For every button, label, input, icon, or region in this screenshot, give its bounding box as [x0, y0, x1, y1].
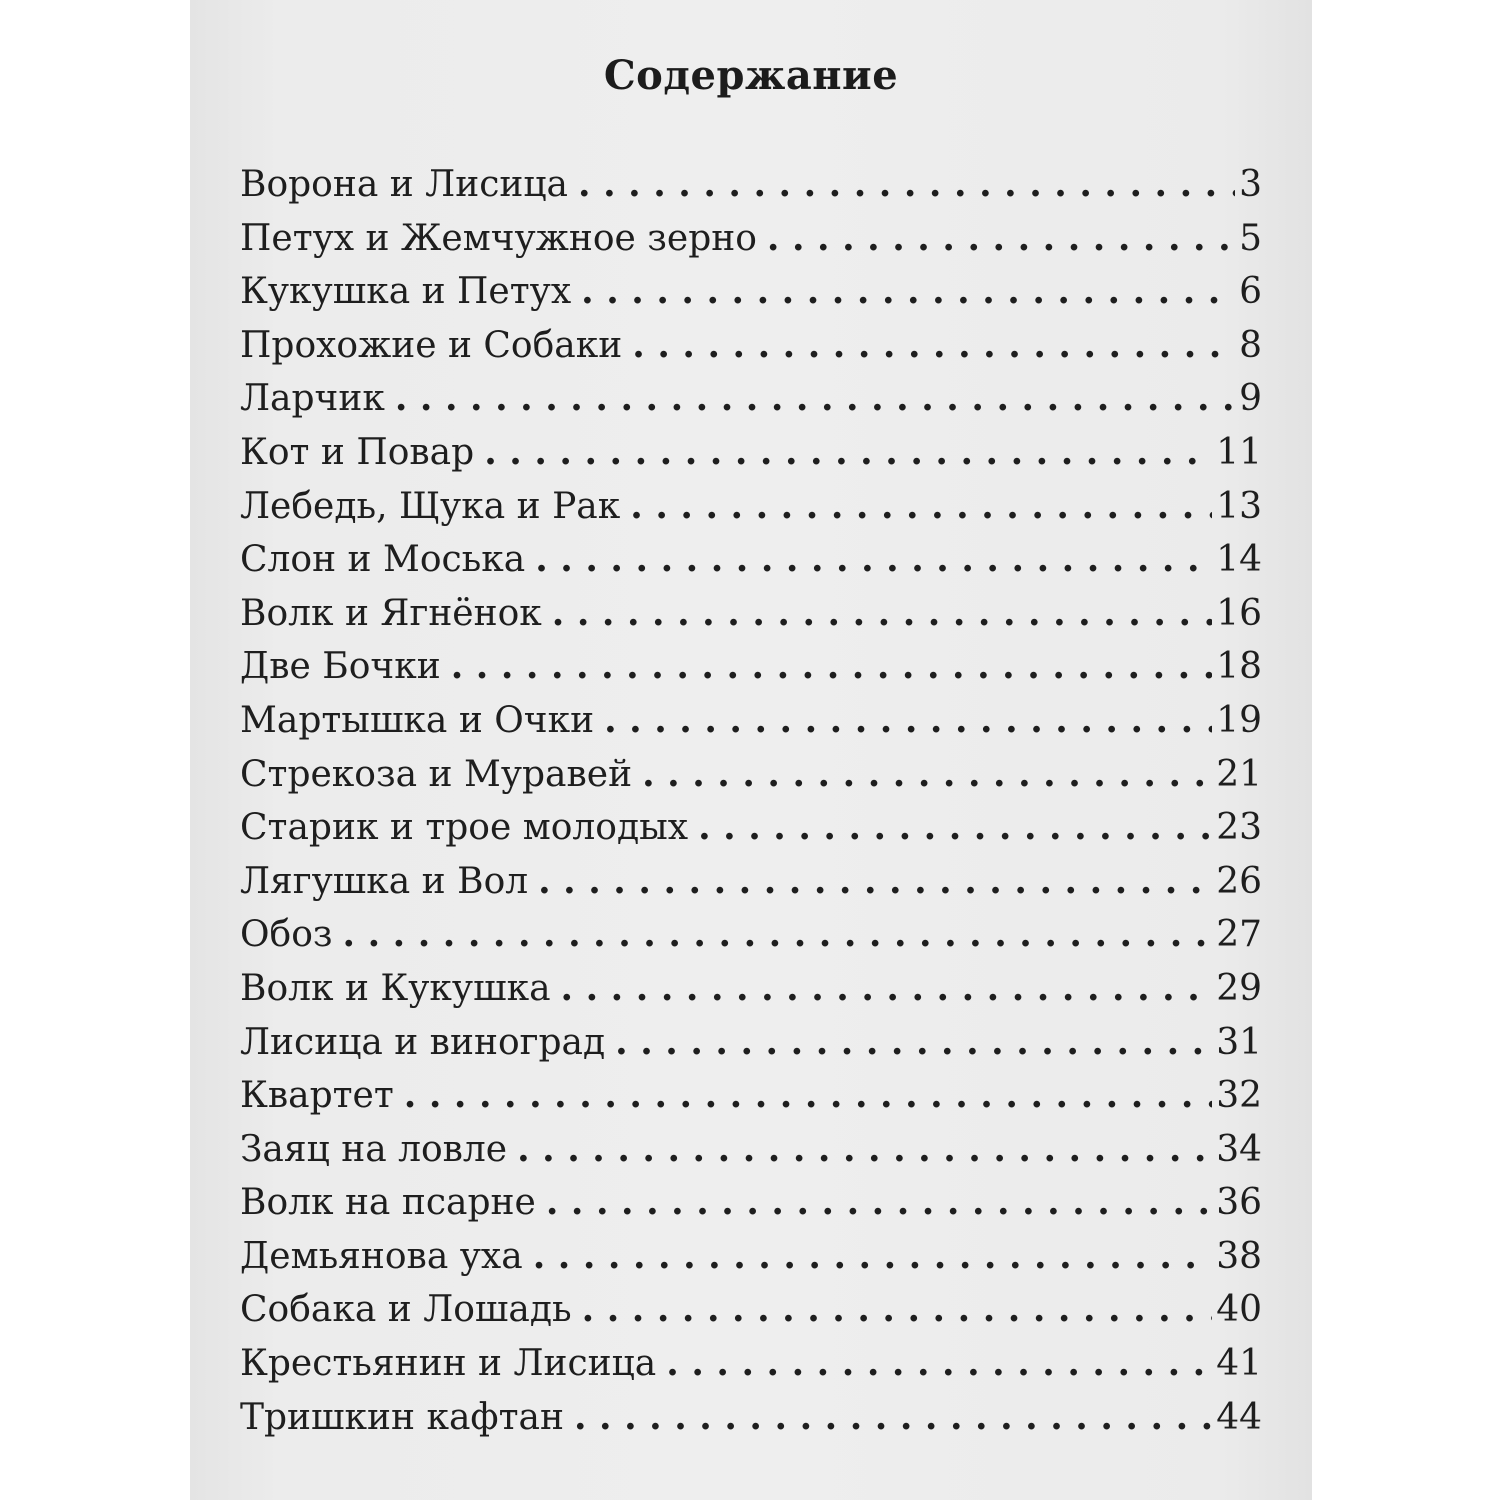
- toc-entry: [240, 1288, 1262, 1342]
- toc-entry-title: Лисица и виноград: [240, 1021, 606, 1063]
- dot-leader: [533, 1235, 1213, 1277]
- toc-entry-page-number: 31: [1216, 1021, 1262, 1063]
- toc-entry: [240, 538, 1262, 592]
- toc-entry-title: Волк и Кукушка: [240, 967, 551, 1009]
- book-page: [190, 0, 1312, 1500]
- toc-entry-page-number: 9: [1239, 378, 1262, 420]
- toc-entry-title: Лягушка и Вол: [240, 860, 529, 902]
- dot-leader: [546, 1181, 1212, 1223]
- dot-leader: [484, 431, 1212, 473]
- dot-leader: [615, 1021, 1212, 1063]
- toc-entry: [240, 217, 1262, 271]
- toc-entry-page-number: 34: [1216, 1128, 1262, 1170]
- dot-leader: [698, 806, 1212, 848]
- dot-leader: [404, 1074, 1212, 1116]
- toc-entry: [240, 1181, 1262, 1235]
- dot-leader: [343, 913, 1213, 955]
- dot-leader: [538, 860, 1212, 902]
- toc-entry: [240, 1128, 1262, 1182]
- toc-entry-title: Тришкин кафтан: [240, 1396, 564, 1438]
- toc-entry-title: Демьянова уха: [240, 1235, 523, 1277]
- toc-entry: [240, 1235, 1262, 1289]
- toc-entry-page-number: 38: [1216, 1235, 1262, 1277]
- toc-entry-title: Две Бочки: [240, 646, 441, 688]
- toc-entry-page-number: 27: [1216, 914, 1262, 956]
- toc-entry-page-number: 16: [1216, 592, 1262, 634]
- dot-leader: [574, 1396, 1212, 1438]
- toc-entry-title: Прохожие и Собаки: [240, 324, 623, 366]
- toc-entry-page-number: 5: [1239, 217, 1262, 259]
- toc-entry-title: Ворона и Лисица: [240, 164, 568, 205]
- toc-entry: [240, 913, 1262, 967]
- dot-leader: [552, 592, 1212, 634]
- dot-leader: [535, 538, 1212, 580]
- toc-entry-title: Старик и трое молодых: [240, 807, 689, 849]
- toc-entry-title: Волк и Ягнёнок: [240, 592, 542, 634]
- toc-entry: [240, 1074, 1262, 1128]
- dot-leader: [767, 217, 1235, 259]
- toc-entry-page-number: 14: [1216, 539, 1262, 581]
- toc-entry: [240, 1396, 1262, 1450]
- toc-entry-title: Квартет: [240, 1075, 394, 1117]
- toc-entry-title: Стрекоза и Муравей: [240, 753, 633, 795]
- toc-entry: [240, 377, 1262, 431]
- toc-entry-page-number: 11: [1216, 431, 1262, 473]
- toc-entry-page-number: 29: [1216, 967, 1262, 1009]
- dot-leader: [578, 163, 1235, 205]
- toc-entry-title: Слон и Моська: [240, 539, 526, 581]
- toc-entry-title: Обоз: [240, 914, 333, 956]
- toc-entry: [240, 324, 1262, 378]
- dot-leader: [395, 377, 1235, 419]
- dot-leader: [642, 753, 1212, 795]
- toc-entry: [240, 592, 1262, 646]
- toc-entry-title: Заяц на ловле: [240, 1128, 508, 1170]
- toc-entry: [240, 1021, 1262, 1075]
- toc-entry-page-number: 44: [1216, 1396, 1262, 1438]
- toc-entry-page-number: 18: [1216, 646, 1262, 688]
- toc-entry: [240, 967, 1262, 1021]
- toc-entry: [240, 645, 1262, 699]
- toc-entry-title: Собака и Лошадь: [240, 1289, 572, 1331]
- dot-leader: [630, 485, 1212, 527]
- dot-leader: [604, 699, 1212, 741]
- toc-entry-title: Кот и Повар: [240, 431, 475, 473]
- toc-entry: [240, 485, 1262, 539]
- toc-entry: [240, 806, 1262, 860]
- dot-leader: [517, 1128, 1212, 1170]
- dot-leader: [451, 645, 1212, 687]
- toc-entry-page-number: 8: [1239, 324, 1262, 366]
- dot-leader: [581, 270, 1235, 312]
- toc-entry-title: Лебедь, Щука и Рак: [240, 485, 621, 527]
- page-title: Содержание: [603, 52, 899, 99]
- toc-entry-title: Крестьянин и Лисица: [240, 1343, 657, 1385]
- toc-entry-page-number: 3: [1239, 164, 1262, 205]
- toc-entry-title: Петух и Жемчужное зерно: [240, 217, 757, 259]
- toc-entry-page-number: 19: [1216, 699, 1262, 741]
- toc-entry: [240, 163, 1262, 217]
- toc-entry-page-number: 21: [1216, 753, 1262, 795]
- dot-leader: [632, 324, 1235, 366]
- toc-entry-title: Волк на псарне: [240, 1182, 536, 1224]
- toc-entry-page-number: 36: [1216, 1182, 1262, 1224]
- toc-entry-page-number: 32: [1216, 1075, 1262, 1117]
- toc-entry-title: Кукушка и Петух: [240, 271, 572, 313]
- dot-leader: [666, 1342, 1212, 1384]
- toc-entry-page-number: 26: [1216, 860, 1262, 902]
- toc-entry: [240, 431, 1262, 485]
- toc-entry-page-number: 13: [1216, 485, 1262, 527]
- dot-leader: [582, 1288, 1213, 1330]
- toc-entry: [240, 753, 1262, 807]
- table-of-contents: [240, 163, 1262, 1449]
- toc-entry-title: Ларчик: [240, 378, 385, 420]
- toc-entry-page-number: 41: [1216, 1343, 1262, 1385]
- toc-entry-title: Мартышка и Очки: [240, 699, 595, 741]
- toc-entry: [240, 1342, 1262, 1396]
- toc-entry-page-number: 40: [1216, 1289, 1262, 1331]
- dot-leader: [561, 967, 1213, 1009]
- toc-entry-page-number: 23: [1216, 807, 1262, 849]
- toc-entry: [240, 699, 1262, 753]
- toc-entry-page-number: 6: [1239, 271, 1262, 313]
- toc-entry: [240, 860, 1262, 914]
- toc-entry: [240, 270, 1262, 324]
